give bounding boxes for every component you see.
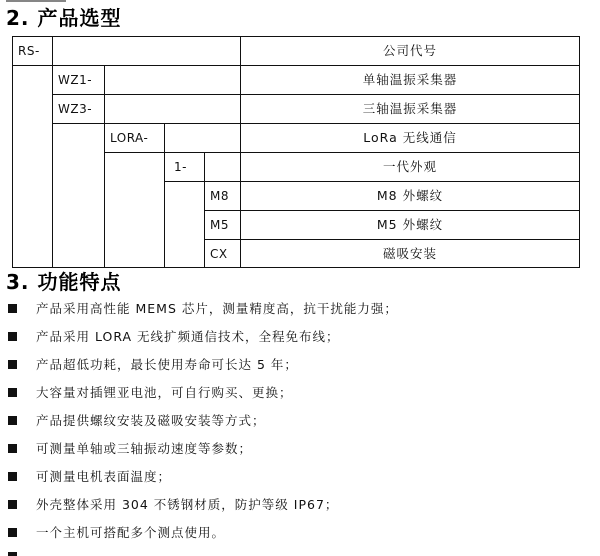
feature-text: 产品提供螺纹安装及磁吸安装等方式； (36, 413, 266, 428)
desc-generation: 一代外观 (382, 159, 437, 174)
desc-magnetic: 磁吸安装 (382, 246, 437, 261)
list-item (0, 382, 600, 406)
code-lora: LORA- (110, 131, 149, 145)
section-title-features: 3. 功能特点 (6, 270, 122, 294)
product-selection-table (12, 36, 580, 268)
feature-text: 产品采用 LORA 无线扩频通信技术，全程免布线； (36, 329, 340, 344)
square-bullet-icon (8, 388, 17, 397)
code-m8: M8 (210, 189, 229, 203)
table-column-line (104, 65, 105, 268)
feature-text: 可测量单轴或三轴振动速度等参数； (36, 441, 253, 456)
desc-m5: M5 外螺纹 (376, 217, 444, 232)
square-bullet-icon (8, 528, 17, 537)
square-bullet-icon (8, 332, 17, 341)
section-title-product-selection: 2. 产品选型 (6, 6, 122, 30)
desc-lora: LoRa 无线通信 (363, 130, 457, 145)
cropped-text-fragment (6, 0, 66, 2)
list-item (0, 354, 600, 378)
feature-text: 产品超低功耗，最长使用寿命可长达 5 年； (36, 357, 298, 372)
code-wz3: WZ3- (58, 102, 93, 116)
square-bullet-icon (8, 444, 17, 453)
code-cx: CX (210, 247, 228, 261)
table-border-left (12, 36, 13, 268)
code-wz1: WZ1- (58, 73, 93, 87)
square-bullet-icon (8, 552, 17, 556)
cropped-next-list-item (0, 547, 600, 556)
table-border-bottom (12, 267, 580, 268)
table-column-line (52, 36, 53, 268)
desc-three-axis: 三轴温振采集器 (362, 101, 458, 116)
list-item (0, 326, 600, 350)
table-border-right (579, 36, 580, 268)
table-line (52, 94, 580, 95)
square-bullet-icon (8, 360, 17, 369)
list-item (0, 494, 600, 518)
feature-text: 大容量对插锂亚电池，可自行购买、更换； (36, 385, 293, 400)
table-line (12, 65, 580, 66)
square-bullet-icon (8, 304, 17, 313)
desc-single-axis: 单轴温振采集器 (362, 72, 458, 87)
code-m5: M5 (210, 218, 229, 232)
table-column-line (204, 152, 205, 268)
table-column-line (164, 123, 165, 268)
desc-company-code: 公司代号 (382, 43, 437, 58)
feature-text: 一个主机可搭配多个测点使用。 (36, 525, 226, 540)
list-item (0, 410, 600, 434)
feature-text: 产品采用高性能 MEMS 芯片，测量精度高，抗干扰能力强； (36, 301, 398, 316)
table-line (164, 181, 580, 182)
list-item (0, 522, 600, 546)
table-column-line (240, 36, 241, 268)
code-generation: 1- (174, 160, 187, 174)
feature-text: 可测量电机表面温度； (36, 469, 172, 484)
table-line (104, 152, 580, 153)
square-bullet-icon (8, 416, 17, 425)
list-item (0, 298, 600, 322)
table-line (204, 239, 580, 240)
square-bullet-icon (8, 500, 17, 509)
code-rs: RS- (18, 44, 40, 58)
table-border-top (12, 36, 580, 37)
desc-m8: M8 外螺纹 (376, 188, 444, 203)
square-bullet-icon (8, 472, 17, 481)
list-item (0, 438, 600, 462)
table-line (204, 210, 580, 211)
list-item (0, 466, 600, 490)
table-line (52, 123, 580, 124)
feature-text: 外壳整体采用 304 不锈钢材质，防护等级 IP67； (36, 497, 339, 512)
